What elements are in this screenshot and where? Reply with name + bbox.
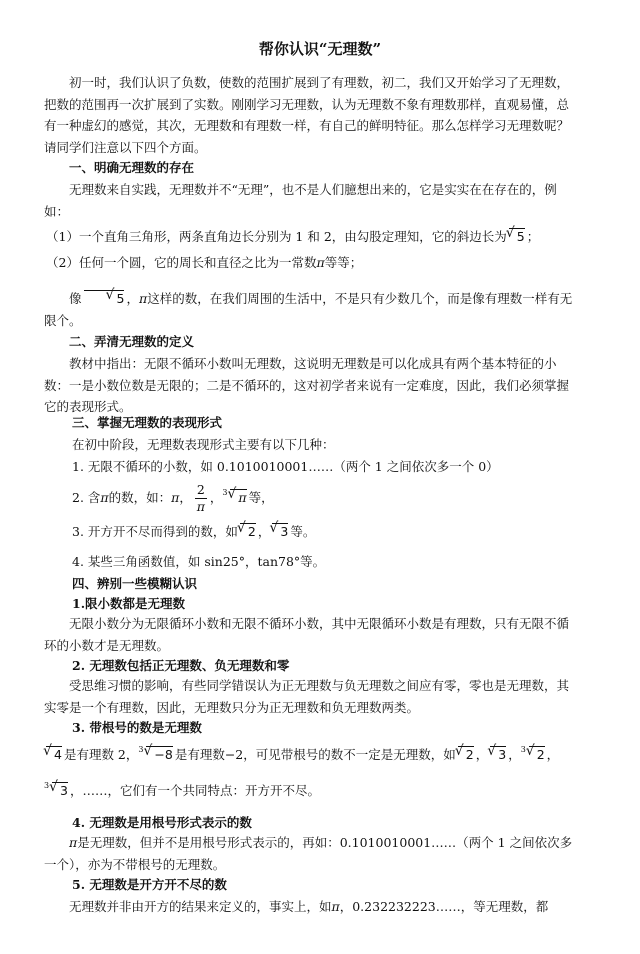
intro-paragraph: 初一时，我们认识了负数，使数的范围扩展到了有理数，初二，我们又开始学习了无理数，把数的范围再一次扩展到了实数。刚刚学习无理数，认为无理数不象有理数那样，直观易懂，总有一种虚幻的感觉，其次，无理数和有理数一样，有自己的鲜明特征。那么怎样学习无理数呢？请同学们注意以下四个方面。 [44,75,570,155]
subsection-5-paragraph: 无理数并非由开方的结果来定义的，事实上，如π，0.232232223……，等无理数，都 [69,899,549,914]
section-3-paragraph: 在初中阶段，无理数表现形式主要有以下几种： [72,437,335,452]
cube-root-pi: 3 √ π [222,478,248,518]
pi-symbol: π [316,255,325,270]
subsection-4-paragraph: π是无理数，但并不是用根号形式表示的，再如：0.1010010001……（两个 1 之间依次多一个），亦为不带根号的无理数。 [44,835,573,872]
section-3-item-4: 4. 某些三角函数值，如 sin25°，tan78°等。 [72,554,326,569]
section-3-item-3: 3. 开方开不尽而得到的数，如√ 2 ，√ 3 等。 [72,521,607,543]
section-1-paragraph: 无理数来自实践，无理数并不“无理”，也不是人们臆想出来的，它是实实在在存在的，例如： [44,182,557,219]
section-2-heading: 二、弄清无理数的定义 [69,334,195,349]
section-3-item-1: 1. 无限不循环的小数，如 0.1010010001……（两个 1 之间依次多一个 0） [72,459,499,474]
subsection-1-paragraph: 无限小数分为无限循环小数和无限不循环小数，其中无限循环小数是有理数，只有无限不循环的小数才是无理数。 [44,616,570,653]
section-2-paragraph: 教材中指出：无限不循环小数叫无理数，这说明无理数是可以化成具有两个基本特征的小数：一是小数位数是无限的；二是不循环的，这对初学者来说有一定难度，因此，我们必须掌握它的表现形式。 [44,356,570,414]
sqrt-5-inline: √ 5 [84,290,125,306]
subsection-3-paragraph-cont: 3 √ 3 ，……，它们有一个共同特点：开方开不尽。 [44,780,579,802]
subsection-3-heading: 3. 带根号的数是无理数 [72,720,202,735]
subsection-2-paragraph: 受思维习惯的影响，有些同学错误认为正无理数与负无理数之间应有零，零也是无理数，其实零是一个有理数，因此，无理数只分为正无理数和负无理数两类。 [44,678,570,715]
sqrt-5: √ 5 [509,228,525,244]
section-1-item-1: （1）一个直角三角形，两条直角边长分别为 1 和 2，由勾股定理知，它的斜边长为√ 5 ； [46,226,606,248]
section-1-paragraph-2: 像√ 5 ，π这样的数，在我们周围的生活中，不是只有少数几个，而是像有理数一样有无限个。 [44,288,579,331]
section-1-heading: 一、明确无理数的存在 [69,160,195,175]
page-title: 帮你认识“无理数” [258,40,382,58]
subsection-4-heading: 4. 无理数是用根号形式表示的数 [72,815,252,830]
fraction-2-over-pi: $\frac{2}{\pi}$ [196,482,205,514]
section-3-heading: 三、掌握无理数的表现形式 [72,415,223,430]
subsection-3-paragraph: √ 4 是有理数 2， 3 √ −8 是有理数−2，可见带根号的数不一定是无理数，如√ 2 ，√ 3 ， 3 √ 2 ， [44,740,604,770]
subsection-5-heading: 5. 无理数是开方开不尽的数 [72,877,227,892]
section-1-item-2: （2）任何一个圆，它的周长和直径之比为一常数π等等； [46,255,363,270]
section-4-heading: 四、辨别一些模糊认识 [72,576,198,591]
subsection-2-heading: 2. 无理数包括正无理数、负无理数和零 [72,658,290,673]
subsection-1-heading: 1.限小数都是无理数 [72,596,186,611]
pi-symbol: π [138,291,148,306]
section-3-item-2: 2. 含π的数，如：π， $\frac{2}{\pi}$ ， 3 √ π 等， [72,478,607,518]
